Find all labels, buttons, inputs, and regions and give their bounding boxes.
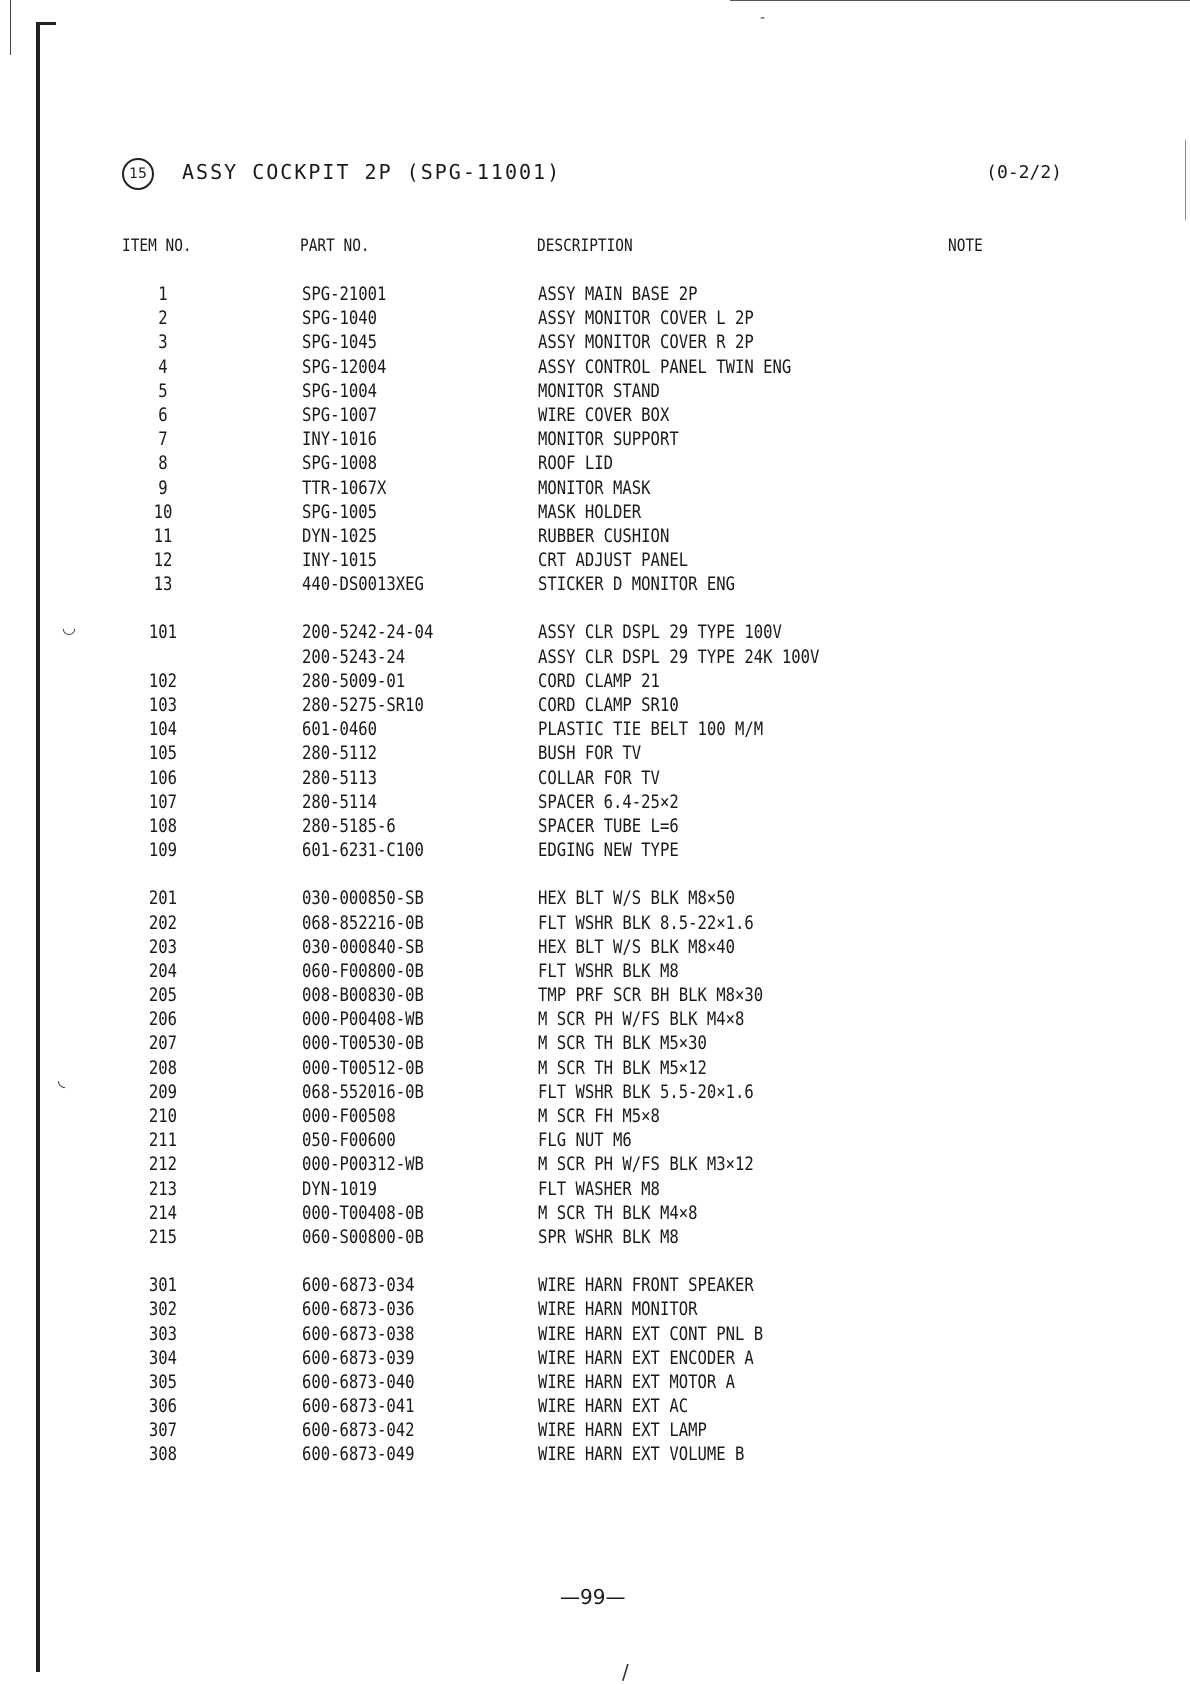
description: ASSY CLR DSPL 29 TYPE 24K 100V (538, 645, 820, 668)
description: WIRE HARN EXT ENCODER A (538, 1346, 754, 1369)
table-row (0, 1128, 1190, 1152)
description: PLASTIC TIE BELT 100 M/M (538, 718, 764, 741)
part-number: SPG-1045 (302, 331, 378, 354)
table-row (0, 1104, 1190, 1128)
description: FLT WSHR BLK 8.5-22×1.6 (538, 911, 754, 934)
description: WIRE HARN MONITOR (538, 1298, 698, 1321)
table-row (0, 911, 1190, 935)
right-margin-rule (1185, 140, 1186, 220)
part-number: 030-000850-SB (302, 887, 424, 910)
page-code: (0-2/2) (986, 162, 1062, 183)
description: WIRE HARN EXT MOTOR A (538, 1370, 735, 1393)
item-number: 3 (158, 331, 168, 354)
item-number: 106 (148, 766, 178, 789)
part-number: 000-F00508 (302, 1105, 396, 1127)
item-number: 205 (148, 984, 178, 1007)
table-row (0, 306, 1190, 330)
item-number: 209 (148, 1080, 178, 1103)
description: WIRE HARN EXT AC (538, 1395, 689, 1418)
table-row (0, 282, 1190, 306)
item-number: 301 (148, 1274, 178, 1297)
table-row (0, 1394, 1190, 1418)
item-number: 1 (158, 283, 168, 305)
part-number: 060-S00800-0B (302, 1225, 424, 1248)
part-number: 008-B00830-0B (302, 984, 424, 1007)
description: MONITOR STAND (538, 379, 660, 402)
part-number: SPG-1005 (302, 500, 378, 523)
column-header-item: ITEM NO. (122, 236, 192, 256)
table-row (0, 959, 1190, 983)
table-row (0, 1346, 1190, 1370)
table-row (0, 1297, 1190, 1321)
description: FLT WASHER M8 (538, 1177, 660, 1200)
table-row (0, 766, 1190, 790)
description: FLG NUT M6 (538, 1129, 632, 1152)
description: STICKER D MONITOR ENG (538, 573, 735, 596)
item-number: 5 (158, 379, 168, 402)
part-number: TTR-1067X (302, 476, 387, 499)
part-number: INY-1016 (302, 428, 378, 451)
part-number: 000-P00408-WB (302, 1008, 424, 1031)
part-number: DYN-1025 (302, 524, 378, 547)
table-row (0, 1056, 1190, 1080)
part-number: 280-5112 (302, 742, 378, 765)
part-number: 600-6873-042 (302, 1419, 415, 1442)
description: M SCR TH BLK M5×30 (538, 1032, 707, 1055)
table-row (0, 814, 1190, 838)
item-number: 10 (153, 500, 173, 523)
table-row (0, 1177, 1190, 1201)
description: WIRE COVER BOX (538, 403, 670, 426)
description: ASSY CLR DSPL 29 TYPE 100V (538, 621, 782, 644)
description: FLT WSHR BLK 5.5-20×1.6 (538, 1080, 754, 1103)
item-number: 8 (158, 452, 168, 475)
item-number: 4 (158, 355, 168, 378)
table-row (0, 741, 1190, 765)
description: ASSY MONITOR COVER L 2P (538, 307, 754, 330)
description: TMP PRF SCR BH BLK M8×30 (538, 984, 764, 1007)
item-number: 211 (148, 1129, 178, 1152)
page-title: ASSY COCKPIT 2P (SPG-11001) (182, 160, 562, 184)
part-number: INY-1015 (302, 549, 378, 572)
item-number: 307 (148, 1419, 178, 1442)
item-number: 212 (148, 1153, 178, 1176)
item-number: 6 (158, 403, 168, 426)
part-number: 000-T00408-0B (302, 1201, 424, 1224)
description: ROOF LID (538, 452, 614, 475)
punch-hole-mark: ◟ (58, 1070, 65, 1091)
table-row (0, 717, 1190, 741)
item-number: 101 (148, 621, 178, 644)
column-header-note: NOTE (948, 236, 983, 256)
description: M SCR PH W/FS BLK M4×8 (538, 1008, 745, 1031)
description: CRT ADJUST PANEL (538, 549, 689, 572)
description: RUBBER CUSHION (538, 524, 670, 547)
table-row (0, 983, 1190, 1007)
part-number: 600-6873-049 (302, 1443, 415, 1466)
part-number: 000-P00312-WB (302, 1153, 424, 1176)
section-number-badge: 15 (122, 158, 154, 190)
item-number: 305 (148, 1370, 178, 1393)
part-number: 000-T00512-0B (302, 1056, 424, 1079)
item-number: 203 (148, 935, 178, 958)
part-number: SPG-1040 (302, 307, 378, 330)
table-row (0, 548, 1190, 572)
table-row (0, 886, 1190, 910)
table-row (0, 330, 1190, 354)
item-number: 102 (148, 669, 178, 692)
part-number: 280-5114 (302, 790, 378, 813)
description: WIRE HARN EXT LAMP (538, 1419, 707, 1442)
item-number: 107 (148, 790, 178, 813)
description: ASSY CONTROL PANEL TWIN ENG (538, 355, 792, 378)
table-row (0, 1225, 1190, 1249)
table-row (0, 693, 1190, 717)
table-row (0, 476, 1190, 500)
description: WIRE HARN EXT VOLUME B (538, 1443, 745, 1466)
item-number: 9 (158, 476, 168, 499)
description: FLT WSHR BLK M8 (538, 959, 679, 982)
part-number: 601-6231-C100 (302, 839, 424, 862)
item-number: 12 (153, 549, 173, 572)
part-number: 601-0460 (302, 718, 378, 741)
description: MONITOR SUPPORT (538, 428, 679, 451)
table-row (0, 645, 1190, 669)
part-number: SPG-12004 (302, 355, 387, 378)
description: M SCR PH W/FS BLK M3×12 (538, 1153, 754, 1176)
table-row (0, 1007, 1190, 1031)
table-row (0, 1201, 1190, 1225)
table-row (0, 451, 1190, 475)
part-number: 440-DS0013XEG (302, 573, 424, 596)
binding-hook (36, 22, 56, 25)
section-header (122, 158, 1062, 188)
part-number: 280-5185-6 (302, 814, 396, 837)
description: MONITOR MASK (538, 476, 651, 499)
item-number: 103 (148, 694, 178, 716)
table-row (0, 427, 1190, 451)
table-row (0, 620, 1190, 644)
description: EDGING NEW TYPE (538, 839, 679, 862)
part-number: SPG-1007 (302, 403, 378, 426)
item-number: 206 (148, 1008, 178, 1031)
description: ASSY MONITOR COVER R 2P (538, 331, 754, 354)
parts-list (0, 282, 1190, 1467)
part-number: 280-5009-01 (302, 669, 406, 692)
item-number: 208 (148, 1056, 178, 1079)
part-number: 600-6873-036 (302, 1298, 415, 1321)
part-number: 050-F00600 (302, 1129, 396, 1152)
item-number: 109 (148, 839, 178, 862)
part-number: 280-5113 (302, 766, 378, 789)
part-number: 600-6873-034 (302, 1274, 415, 1297)
part-number: SPG-21001 (302, 283, 387, 305)
part-number: 068-852216-0B (302, 911, 424, 934)
item-number: 303 (148, 1322, 178, 1345)
table-row (0, 403, 1190, 427)
part-number: 200-5242-24-04 (302, 621, 434, 644)
part-number: 600-6873-040 (302, 1370, 415, 1393)
table-row (0, 1370, 1190, 1394)
item-number: 201 (148, 887, 178, 910)
page-number: —99— (560, 1585, 626, 1609)
part-number: 600-6873-038 (302, 1322, 415, 1345)
item-number: 13 (153, 573, 173, 596)
table-row (0, 355, 1190, 379)
item-number: 105 (148, 742, 178, 765)
item-number: 7 (158, 428, 168, 451)
table-row (0, 379, 1190, 403)
part-number: 060-F00800-0B (302, 959, 424, 982)
speck-mark: - (760, 10, 766, 26)
item-number: 213 (148, 1177, 178, 1200)
group-gap (0, 862, 1190, 886)
table-row (0, 790, 1190, 814)
item-number: 11 (153, 524, 173, 547)
description: M SCR FH M5×8 (538, 1105, 660, 1127)
table-row (0, 838, 1190, 862)
table-row (0, 669, 1190, 693)
description: SPACER TUBE L=6 (538, 814, 679, 837)
description: BUSH FOR TV (538, 742, 642, 765)
description: WIRE HARN FRONT SPEAKER (538, 1274, 754, 1297)
part-number: DYN-1019 (302, 1177, 378, 1200)
item-number: 104 (148, 718, 178, 741)
table-row (0, 1273, 1190, 1297)
group-gap (0, 596, 1190, 620)
table-row (0, 1152, 1190, 1176)
pen-mark: / (622, 1660, 629, 1684)
description: ASSY MAIN BASE 2P (538, 283, 698, 305)
part-number: SPG-1004 (302, 379, 378, 402)
description: SPACER 6.4-25×2 (538, 790, 679, 813)
item-number: 215 (148, 1225, 178, 1248)
table-row (0, 1080, 1190, 1104)
description: CORD CLAMP 21 (538, 669, 660, 692)
item-number: 214 (148, 1201, 178, 1224)
description: HEX BLT W/S BLK M8×40 (538, 935, 735, 958)
description: COLLAR FOR TV (538, 766, 660, 789)
table-row (0, 524, 1190, 548)
part-number: 068-552016-0B (302, 1080, 424, 1103)
binding-edge-thin (10, 0, 11, 55)
description: CORD CLAMP SR10 (538, 694, 679, 716)
item-number: 204 (148, 959, 178, 982)
table-row (0, 1418, 1190, 1442)
item-number: 302 (148, 1298, 178, 1321)
description: WIRE HARN EXT CONT PNL B (538, 1322, 764, 1345)
description: HEX BLT W/S BLK M8×50 (538, 887, 735, 910)
description: SPR WSHR BLK M8 (538, 1225, 679, 1248)
item-number: 207 (148, 1032, 178, 1055)
item-number: 2 (158, 307, 168, 330)
part-number: 600-6873-039 (302, 1346, 415, 1369)
item-number: 308 (148, 1443, 178, 1466)
item-number: 304 (148, 1346, 178, 1369)
table-row (0, 500, 1190, 524)
description: MASK HOLDER (538, 500, 642, 523)
table-row (0, 1322, 1190, 1346)
part-number: 280-5275-SR10 (302, 694, 424, 716)
table-row (0, 935, 1190, 959)
part-number: 200-5243-24 (302, 645, 406, 668)
table-row (0, 572, 1190, 596)
column-header-part: PART NO. (300, 236, 370, 256)
item-number: 306 (148, 1395, 178, 1418)
top-rule (730, 0, 1190, 1)
item-number: 108 (148, 814, 178, 837)
part-number: 600-6873-041 (302, 1395, 415, 1418)
description: M SCR TH BLK M5×12 (538, 1056, 707, 1079)
part-number: 030-000840-SB (302, 935, 424, 958)
description: M SCR TH BLK M4×8 (538, 1201, 698, 1224)
table-row (0, 1442, 1190, 1466)
column-header-description: DESCRIPTION (537, 236, 633, 256)
punch-hole-mark: ◡ (62, 618, 76, 637)
table-row (0, 1031, 1190, 1055)
part-number: SPG-1008 (302, 452, 378, 475)
part-number: 000-T00530-0B (302, 1032, 424, 1055)
item-number: 210 (148, 1105, 178, 1127)
group-gap (0, 1249, 1190, 1273)
item-number: 202 (148, 911, 178, 934)
